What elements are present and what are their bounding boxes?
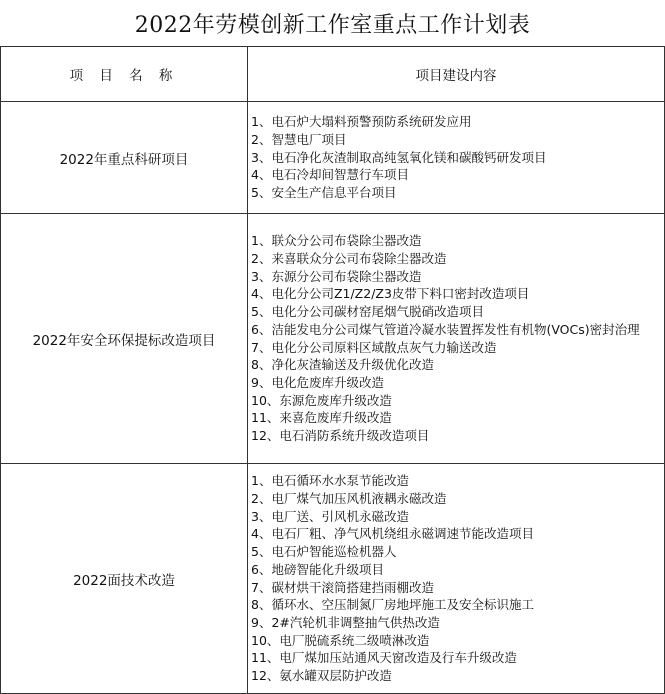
items-cell bbox=[248, 464, 665, 694]
document-title: 2022年劳模创新工作室重点工作计划表 bbox=[134, 12, 531, 38]
category-cell: 2022面技术改造 bbox=[1, 464, 248, 694]
table-header-row bbox=[1, 47, 665, 102]
table-row bbox=[1, 214, 665, 464]
list-item: 8、净化灰渣输送及升级优化改造 bbox=[251, 357, 434, 373]
list-item: 10、东源危废库升级改造 bbox=[251, 392, 392, 408]
list-item: 1、电石炉大塌料预警预防系统研发应用 bbox=[251, 114, 472, 130]
list-item: 4、电石厂粗、净气风机绕组永磁调速节能改造项目 bbox=[251, 526, 534, 542]
list-item: 11、来喜危废库升级改造 bbox=[251, 410, 392, 426]
list-item: 12、氨水罐双层防护改造 bbox=[251, 668, 392, 684]
list-item: 11、电厂煤加压站通风天窗改造及行车升级改造 bbox=[251, 650, 517, 666]
list-item: 5、安全生产信息平台项目 bbox=[251, 185, 397, 201]
header-project-name: 项 目 名 称 bbox=[1, 47, 248, 102]
items-cell bbox=[248, 214, 665, 464]
list-item: 7、电化分公司原料区域散点灰气力输送改造 bbox=[251, 339, 497, 355]
list-item: 7、碳材烘干滚筒搭建挡雨棚改造 bbox=[251, 579, 434, 595]
list-item: 2、智慧电厂项目 bbox=[251, 131, 347, 147]
list-item: 5、电化分公司碳材窑尾烟气脱硝改造项目 bbox=[251, 304, 484, 320]
list-item: 4、电化分公司Z1/Z2/Z3皮带下料口密封改造项目 bbox=[251, 286, 530, 302]
list-item: 6、地磅智能化升级项目 bbox=[251, 561, 384, 577]
list-item: 3、电石净化灰渣制取高纯氢氧化镁和碳酸钙研发项目 bbox=[251, 149, 547, 165]
list-item: 9、2#汽轮机非调整抽气供热改造 bbox=[251, 614, 440, 630]
list-item: 1、电石循环水水泵节能改造 bbox=[251, 473, 409, 489]
list-item: 1、联众分公司布袋除尘器改造 bbox=[251, 233, 422, 249]
items-cell bbox=[248, 102, 665, 214]
list-item: 3、电厂送、引风机永磁改造 bbox=[251, 508, 409, 524]
list-item: 3、东源分公司布袋除尘器改造 bbox=[251, 268, 422, 284]
list-item: 9、电化危废库升级改造 bbox=[251, 374, 384, 390]
category-cell: 2022年重点科研项目 bbox=[1, 102, 248, 214]
list-item: 8、循环水、空压制氮厂房地坪施工及安全标识施工 bbox=[251, 597, 534, 613]
list-item: 10、电厂脱硫系统二级喷淋改造 bbox=[251, 632, 430, 648]
table-row bbox=[1, 102, 665, 214]
table-row bbox=[1, 464, 665, 694]
list-item: 4、电石冷却间智慧行车项目 bbox=[251, 167, 409, 183]
list-item: 2、来喜联众分公司布袋除尘器改造 bbox=[251, 250, 447, 266]
list-item: 12、电石消防系统升级改造项目 bbox=[251, 428, 430, 444]
list-item: 5、电石炉智能巡检机器人 bbox=[251, 544, 397, 560]
list-item: 2、电厂煤气加压风机液耦永磁改造 bbox=[251, 490, 447, 506]
list-item: 6、洁能发电分公司煤气管道冷凝水装置挥发性有机物(VOCs)密封治理 bbox=[251, 321, 640, 337]
work-plan-table bbox=[0, 46, 665, 694]
category-cell: 2022年安全环保提标改造项目 bbox=[1, 214, 248, 464]
header-project-content: 项目建设内容 bbox=[248, 47, 665, 102]
